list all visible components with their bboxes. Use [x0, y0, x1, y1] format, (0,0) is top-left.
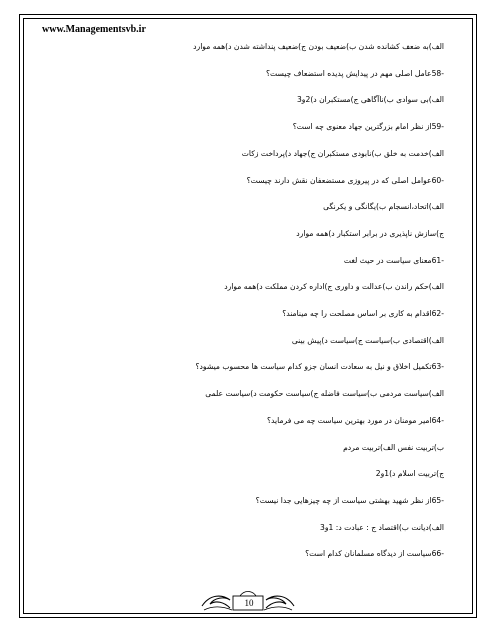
page-number: 10: [244, 598, 254, 608]
text-line: -62اقدام به کاری بر اساس مصلحت را چه مینامند؟: [282, 309, 444, 318]
text-line: الف)حکم راندن ب)عدالت و داوری ج)اداره کردن مملکت د)همه موارد: [224, 282, 444, 291]
text-line: ج)تربیت اسلام د)1و2: [375, 469, 444, 478]
text-line: الف)به ضعف کشانده شدن ب)ضعیف بودن ج)ضعیف پنداشته شدن د)همه موارد: [193, 42, 444, 51]
text-line: ج)سازش ناپذیری در برابر استکبار د)همه موارد: [296, 229, 444, 238]
text-line: -58عامل اصلی مهم در پیدایش پدیده استضعاف چیست؟: [266, 69, 444, 78]
text-line: الف)سیاست مردمی ب)سیاست فاضله ج)سیاست حکومت د)سیاست علمی: [205, 389, 444, 398]
text-line: -64امیر مومنان در مورد بهترین سیاست چه می فرماید؟: [267, 416, 444, 425]
text-line: الف)اقتصادی ب)سیاست ج)سیاست د)پیش بینی: [291, 336, 444, 345]
text-line: الف)دیانت ب)اقتصاد ج : عبادت د: 1و3: [320, 523, 444, 532]
text-line: -65از نظر شهید بهشتی سیاست از چه چیزهایی جدا نیست؟: [255, 496, 444, 505]
text-line: ب)تربیت نفس الف)تربیت مردم: [343, 443, 444, 452]
text-line: الف)خدمت به خلق ب)نابودی مستکبران ج)جهاد د)پرداخت زکات: [241, 149, 444, 158]
text-line: -66سیاست از دیدگاه مسلمانان کدام است؟: [305, 549, 444, 558]
text-line: -61معنای سیاست در حیث لغت: [343, 256, 444, 265]
text-line: -60عوامل اصلی که در پیروزی مستضعفان نقش دارند چیست؟: [246, 176, 444, 185]
text-line: الف)اتحاد،انسجام ب)یگانگی و یکرنگی: [323, 202, 444, 211]
site-url: www.Managementsvb.ir: [42, 24, 146, 35]
text-line: -59از نظر امام بزرگترین جهاد معنوی چه است؟: [292, 122, 444, 131]
text-line: -63تکمیل اخلاق و نیل به سعادت انسان جزو کدام سیاست ها محسوب میشود؟: [195, 362, 444, 371]
text-line: الف)بی سوادی ب)ناآگاهی ج)مستکبران د)2و3: [296, 95, 444, 104]
